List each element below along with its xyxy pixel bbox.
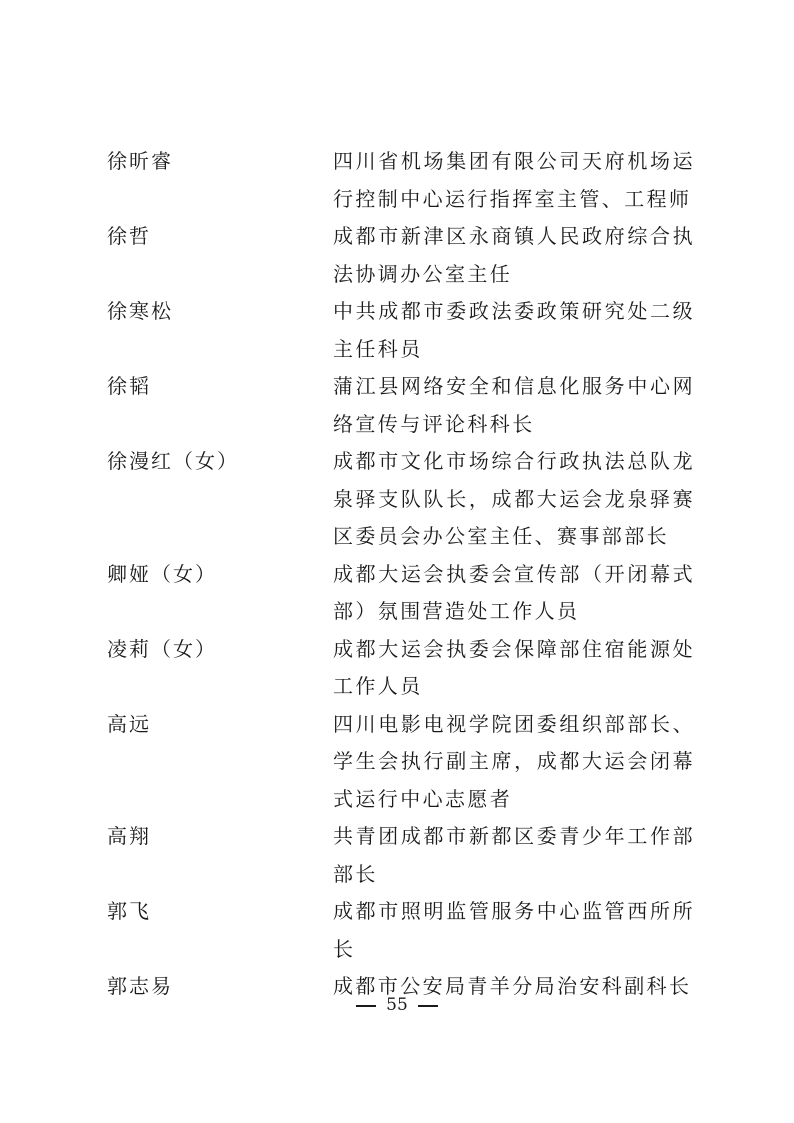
person-title: 成都大运会执委会保障部住宿能源处工作人员 xyxy=(333,636,695,698)
list-item xyxy=(0,293,794,368)
person-name: 徐韬 xyxy=(107,374,151,398)
person-title: 成都市照明监管服务中心监管西所所长 xyxy=(333,899,695,961)
list-item xyxy=(0,893,794,968)
person-title: 中共成都市委政法委政策研究处二级主任科员 xyxy=(333,299,695,361)
person-title: 四川电影电视学院团委组织部部长、学生会执行副主席，成都大运会闭幕式运行中心志愿者 xyxy=(333,711,695,811)
list-item xyxy=(0,631,794,706)
person-title: 四川省机场集团有限公司天府机场运行控制中心运行指挥室主管、工程师 xyxy=(333,149,695,211)
page-number: 55 xyxy=(386,995,408,1015)
list-item xyxy=(0,443,794,556)
page-footer xyxy=(0,992,794,1018)
person-name: 徐寒松 xyxy=(107,299,173,323)
dash-right xyxy=(418,1005,438,1007)
person-name: 卿娅（女） xyxy=(107,561,217,586)
person-name: 凌莉（女） xyxy=(107,636,217,661)
dash-left xyxy=(356,1005,376,1007)
name-list xyxy=(0,143,794,1006)
list-item xyxy=(0,556,794,631)
person-title: 成都市公安局青羊分局治安科副科长 xyxy=(333,974,692,998)
person-name: 高远 xyxy=(107,711,151,736)
list-item xyxy=(0,706,794,819)
person-name: 郭飞 xyxy=(107,899,151,923)
person-name: 高翔 xyxy=(107,824,151,848)
list-item xyxy=(0,218,794,293)
person-title: 成都市文化市场综合行政执法总队龙泉驿支队队长，成都大运会龙泉驿赛区委员会办公室主任、赛事部部长 xyxy=(333,449,695,548)
person-name: 徐哲 xyxy=(107,224,151,248)
list-item xyxy=(0,143,794,218)
person-title: 蒲江县网络安全和信息化服务中心网络宣传与评论科科长 xyxy=(333,374,695,436)
person-name: 郭志易 xyxy=(107,974,173,998)
person-name: 徐昕睿 xyxy=(107,149,173,173)
list-item xyxy=(0,368,794,443)
person-title: 成都市新津区永商镇人民政府综合执法协调办公室主任 xyxy=(333,224,695,286)
person-title: 成都大运会执委会宣传部（开闭幕式部）氛围营造处工作人员 xyxy=(333,561,695,623)
list-item xyxy=(0,818,794,893)
person-title: 共青团成都市新都区委青少年工作部部长 xyxy=(333,824,695,886)
person-name: 徐漫红（女） xyxy=(107,449,239,473)
